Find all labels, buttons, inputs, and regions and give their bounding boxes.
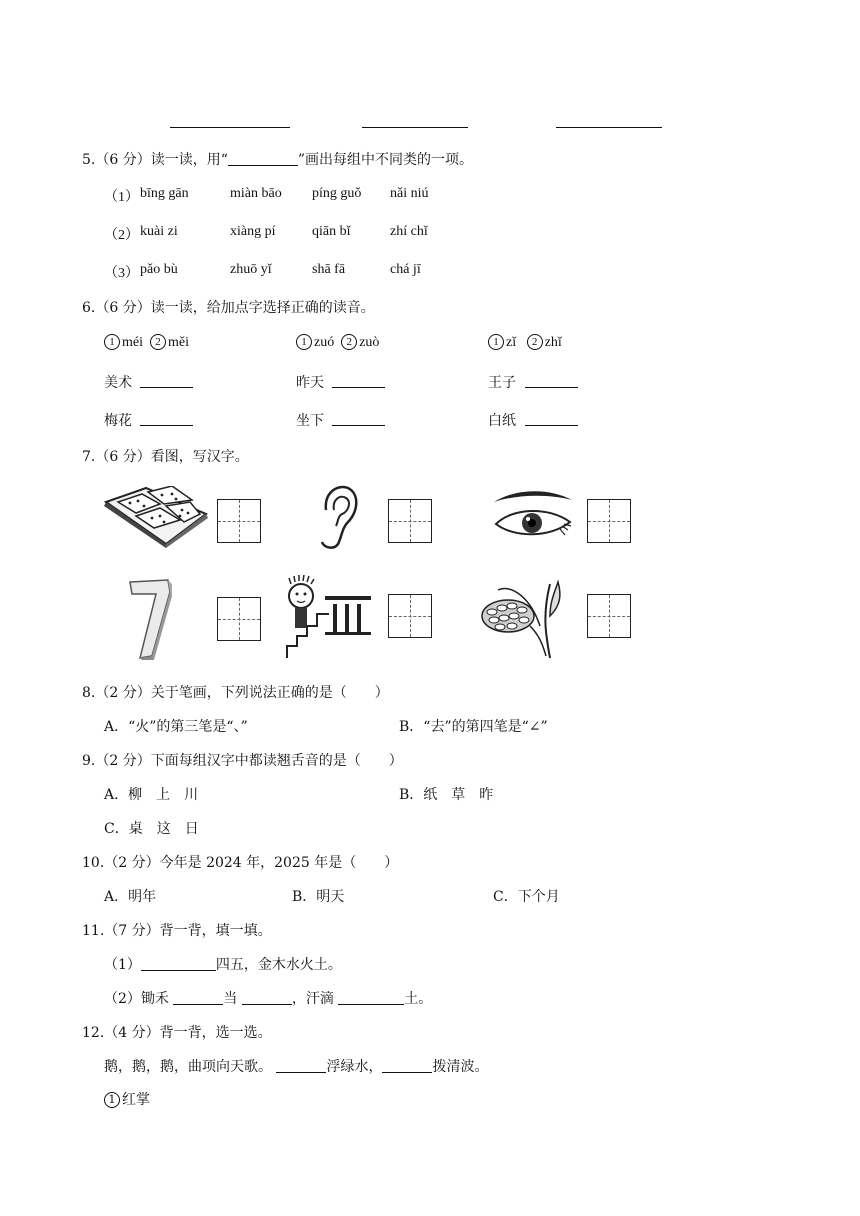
q9-header: 9.（2 分）下面每组汉字中都读翘舌音的是（ ） (82, 753, 403, 769)
q6-option-group-1: 1 méi 2 měi (104, 334, 189, 351)
q11-blank-4[interactable] (338, 990, 404, 1005)
q12-header: 12.（4 分）背一背，选一选。 (82, 1025, 272, 1041)
q12-blank-2[interactable] (382, 1058, 432, 1073)
q6-word-4: 梅花 (104, 413, 132, 429)
q8-option-b[interactable]: B．“去”的第四笔是“∠” (399, 719, 548, 735)
answer-line-2[interactable] (362, 127, 468, 128)
tray-image (102, 486, 210, 548)
q12-blank-1[interactable] (276, 1058, 326, 1073)
q10-option-a[interactable]: A．明年 (104, 889, 157, 905)
q6-option-group-3: 1 zǐ 2 zhǐ (488, 334, 562, 351)
q6-word-6: 白纸 (488, 413, 516, 429)
q10-option-c[interactable]: C．下个月 (493, 889, 560, 905)
q7-writing-grid-1[interactable] (217, 499, 261, 543)
q7-writing-grid-5[interactable] (388, 594, 432, 638)
stairs-image (283, 574, 375, 660)
q7-writing-grid-4[interactable] (217, 597, 261, 641)
q5-row-1-item-2[interactable]: miàn bāo (230, 186, 282, 201)
q11-blank-3[interactable] (242, 990, 292, 1005)
q6-answer-blank-4[interactable] (140, 425, 193, 426)
q8-option-a[interactable]: A．“火”的第三笔是“、” (104, 719, 248, 735)
ear-image (316, 482, 360, 552)
q5-row-1-num: （1） (104, 190, 139, 205)
q11-line-1: （1） 四五，金木水火土。 (104, 957, 342, 973)
q5-row-3-num: （3） (104, 266, 139, 281)
q5-row-2-num: （2） (104, 228, 139, 243)
q5-row-3-item-2[interactable]: zhuō yǐ (230, 262, 272, 277)
q6-answer-blank-6[interactable] (525, 425, 578, 426)
eye-image (490, 488, 576, 540)
answer-line-1[interactable] (170, 127, 290, 128)
q6-header: 6.（6 分）读一读，给加点字选择正确的读音。 (82, 300, 375, 316)
q5-row-1-item-3[interactable]: píng guǒ (312, 186, 362, 201)
q6-option-group-2: 1 zuó 2 zuò (296, 334, 379, 351)
q11-header: 11.（7 分）背一背，填一填。 (82, 923, 272, 939)
seven-image (128, 578, 174, 660)
q5-row-2-item-4[interactable]: zhí chǐ (390, 224, 428, 239)
q5-row-3-item-1[interactable]: pǎo bù (140, 262, 178, 277)
q6-answer-blank-5[interactable] (332, 425, 385, 426)
q6-answer-blank-2[interactable] (332, 387, 385, 388)
q9-option-b[interactable]: B．纸 草 昨 (399, 787, 494, 803)
q9-option-c[interactable]: C．桌 这 日 (104, 821, 199, 837)
q6-answer-blank-3[interactable] (525, 387, 578, 388)
answer-line-3[interactable] (556, 127, 662, 128)
q7-header: 7.（6 分）看图，写汉字。 (82, 449, 249, 465)
q6-word-3: 王子 (488, 375, 516, 391)
q5-row-2-item-3[interactable]: qiān bǐ (312, 224, 351, 239)
q6-answer-blank-1[interactable] (140, 387, 193, 388)
q7-writing-grid-6[interactable] (587, 594, 631, 638)
q5-row-2-item-2[interactable]: xiàng pí (230, 224, 276, 239)
q5-row-3-item-3[interactable]: shā fā (312, 262, 346, 277)
q10-option-b[interactable]: B．明天 (292, 889, 345, 905)
q5-header: 5.（6 分）读一读，用“ ”画出每组中不同类的一项。 (82, 152, 474, 168)
q7-writing-grid-3[interactable] (587, 499, 631, 543)
q5-row-3-item-4[interactable]: chá jī (390, 262, 421, 277)
q7-writing-grid-2[interactable] (388, 499, 432, 543)
q11-line-2: （2）锄禾 当 ，汗滴 土。 (104, 991, 433, 1007)
q9-option-a[interactable]: A．柳 上 川 (104, 787, 199, 803)
q6-word-1: 美术 (104, 375, 132, 391)
q12-option-1[interactable]: 1 红掌 (104, 1089, 150, 1109)
q10-header: 10.（2 分）今年是 2024 年，2025 年是（ ） (82, 855, 399, 871)
rice-image (480, 576, 566, 660)
q5-underline-sample (228, 151, 298, 166)
q8-header: 8.（2 分）关于笔画，下列说法正确的是（ ） (82, 685, 389, 701)
q11-blank-1[interactable] (141, 956, 216, 971)
q6-word-5: 坐下 (296, 413, 324, 429)
q5-row-2-item-1[interactable]: kuài zi (140, 224, 178, 239)
q6-word-2: 昨天 (296, 375, 324, 391)
q5-row-1-item-1[interactable]: bīng gān (140, 186, 189, 201)
q12-poem-line: 鹅，鹅，鹅，曲项向天歌。 浮绿水， 拨清波。 (104, 1059, 489, 1075)
q11-blank-2[interactable] (173, 990, 223, 1005)
q5-row-1-item-4[interactable]: nǎi niú (390, 186, 429, 201)
